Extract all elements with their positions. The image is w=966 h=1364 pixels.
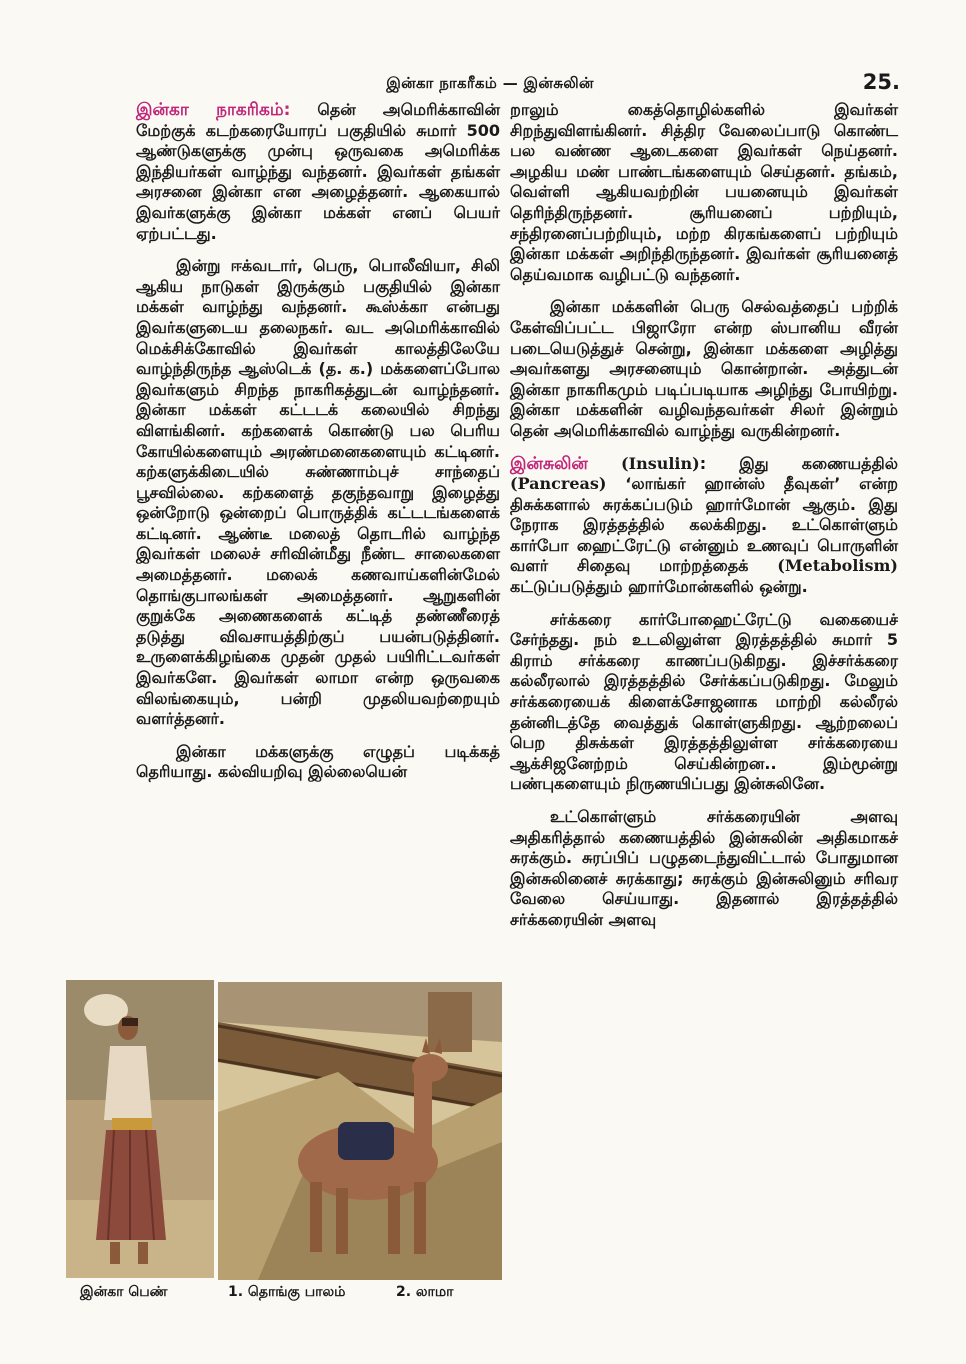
inca-paragraph-1-text: தென் அமெரிக்காவின் மேற்குக் கடற்கரையோரப் பகுதியில் சுமார் 500 ஆண்டுகளுக்கு முன்பு ஒருவகை அமெரிக்க இந்தியர்கள் வாழ்ந்து வந்தனர். இவர்கள் தங்கள் அரசனை இன்கா என அழைத்தனர். ஆகையால் இவர்களுக்கு இன்கா மக்கள் எனப் பெயர் ஏற்பட்டது. [136,100,501,243]
insulin-text-c: கட்டுப்படுத்தும் ஹார்மோன்களில் ஒன்று. [510,577,808,597]
llama-and-bridge-illustration [218,982,502,1280]
left-column [136,100,500,795]
running-head: இன்கா நாகரீகம் — இன்சுலின் [386,74,594,92]
inca-paragraph-4: றாலும் கைத்தொழில்களில் இவர்கள் சிறந்துவிளங்கினர். சித்திர வேலைப்பாடு கொண்ட பல வண்ண ஆடைகளை இவர்கள் நெய்தனர். அழகிய மண் பாண்டங்களையும் செய்தனர். தங்கம், வெள்ளி ஆகியவற்றின் பயனையும் இவர்கள் தெரிந்திருந்தனர். சூரியனைப் பற்றியும், சந்திரனைப்பற்றியும், மற்ற கிரகங்களைப் பற்றியும் இன்கா மக்கள் அறிந்திருந்தனர். இவர்கள் சூரியனைத் தெய்வமாக வழிபட்டு வந்தனர். [510,100,898,284]
caption-hanging-bridge: 1. தொங்கு பாலம் [228,1284,346,1300]
pancreas-latin-term: (Pancreas) [510,474,607,494]
caption-inca-woman: இன்கா பெண் [80,1284,168,1300]
metabolism-latin-term: (Metabolism) [777,556,898,576]
insulin-paragraph-1 [510,454,898,598]
inca-paragraph-1 [136,100,500,244]
figure-captions [66,1284,506,1306]
insulin-text-a: : இது கணையத்தில் [699,453,898,473]
insulin-paragraph-3: உட்கொள்ளும் சர்க்கரையின் அளவு அதிகரித்தால் கணையத்தில் இன்சுலின் அதிகமாகச் சுரக்கும். சுரப்பிப் பழுதடைந்துவிட்டால் போதுமான இன்சுலினைச் சுரக்காது; சுரக்கும் இன்சுலினும் சரிவர வேலை செய்யாது. இதனால் இரத்தத்தில் சர்க்கரையின் அளவு [510,807,898,929]
inca-woman-illustration [66,980,214,1278]
inca-heading-term: இன்கா நாகரிகம்: [136,100,291,120]
inca-paragraph-3: இன்கா மக்களுக்கு எழுதப் படிக்கத் தெரியாது. கல்வியறிவு இல்லையென் [136,741,500,782]
page-header [0,70,966,98]
insulin-text-b: ‘லாங்கர் ஹான்ஸ் தீவுகள்’ என்ற திசுக்களால் சுரக்கப்படும் ஹார்மோன் ஆகும். இது நேராக இரத்தத்தில் கலக்கிறது. உட்கொள்ளும் கார்போ ஹைட்ரேட்டு என்னும் உணவுப் பொருளின் வளர் சிதைவு மாற்றத்தைக் [510,474,898,576]
inca-paragraph-2: இன்று ஈக்வடார், பெரு, பொலீவியா, சிலி ஆகிய நாடுகள் இருக்கும் பகுதியில் இன்கா மக்கள் வாழ்ந்து வந்தனர். கூஸ்க்கா என்பது இவர்களுடைய தலைநகர். வட அமெரிக்காவில் மெக்சிக்கோவில் இவர்கள் காலத்திலேயே வாழ்ந்திருந்த ஆஸ்டெக் (த. க.) மக்களைப்போல இவர்களும் சிறந்த நாகரிகத்துடன் வாழ்ந்தனர். இன்கா மக்கள் கட்டடக் கலையில் சிறந்து விளங்கினர். கற்களைக் கொண்டு பல பெரிய கோயில்களையும் அரண்மனைகளையும் கட்டினர். கற்களுக்கிடையில் சுண்ணாம்புச் சாந்தைப் பூசவில்லை. கற்களைத் தகுந்தவாறு இழைத்து ஒன்றோடு ஒன்றைப் பொருத்திக் கட்டடங்களைக் கட்டினர். ஆண்டீ மலைத் தொடரில் வாழ்ந்த இவர்கள் மலைச் சரிவின்மீது நீண்ட சாலைகளை அமைத்தனர். மலைக் கணவாய்களின்மேல் தொங்குபாலங்கள் அமைத்தனர். ஆறுகளின் குறுக்கே அணைகளைக் கட்டித் தண்ணீரைத் தடுத்து விவசாயத்திற்குப் பயன்படுத்தினர். உருளைக்கிழங்கை முதன் முதல் பயிரிட்டவர்கள் இவர்களே. இவர்கள் லாமா என்ற ஒருவகை விலங்கையும், பன்றி முதலியவற்றையும் வளர்த்தனர். [136,256,500,729]
inca-paragraph-5: இன்கா மக்களின் பெரு செல்வத்தைப் பற்றிக் கேள்விப்பட்ட பிஜாரோ என்ற ஸ்பானிய வீரன் படையெடுத்துச் சென்று, இன்கா மக்களை அழித்து அவர்களது அரசனையும் கொன்றான். அத்துடன் இன்கா நாகரிகமும் படிப்படியாக அழிந்து போயிற்று. இன்கா மக்களின் வழிவந்தவர்கள் சிலர் இன்றும் தென் அமெரிக்காவில் வாழ்ந்து வருகின்றனர். [510,297,898,440]
caption-llama: 2. லாமா [396,1284,454,1300]
illustration-block [66,980,506,1280]
insulin-latin-term: (Insulin) [587,453,700,473]
page-number: 25. [862,70,900,94]
insulin-heading-term: இன்சுலின் [510,453,588,474]
insulin-paragraph-2: சர்க்கரை கார்போஹைட்ரேட்டு வகையைச் சேர்ந்தது. நம் உடலிலுள்ள இரத்தத்தில் சுமார் 5 கிராம் சர்க்கரை காணப்படுகிறது. இச்சர்க்கரை கல்லீரலால் இரத்தத்தில் சேர்க்கப்படுகிறது. மேலும் சர்க்கரையைக் கிளைக்சோஜனாக மாற்றி கல்லீரல் தன்னிடத்தே வைத்துக் கொள்ளுகிறது. ஆற்றலைப் பெற திசுக்கள் இரத்தத்திலுள்ள சர்க்கரையை ஆக்சிஜனேற்றம் செய்கின்றன.. இம்மூன்று பண்புகளையும் நிருணயிப்பது இன்சுலினே. [510,609,898,794]
right-column [510,100,898,943]
